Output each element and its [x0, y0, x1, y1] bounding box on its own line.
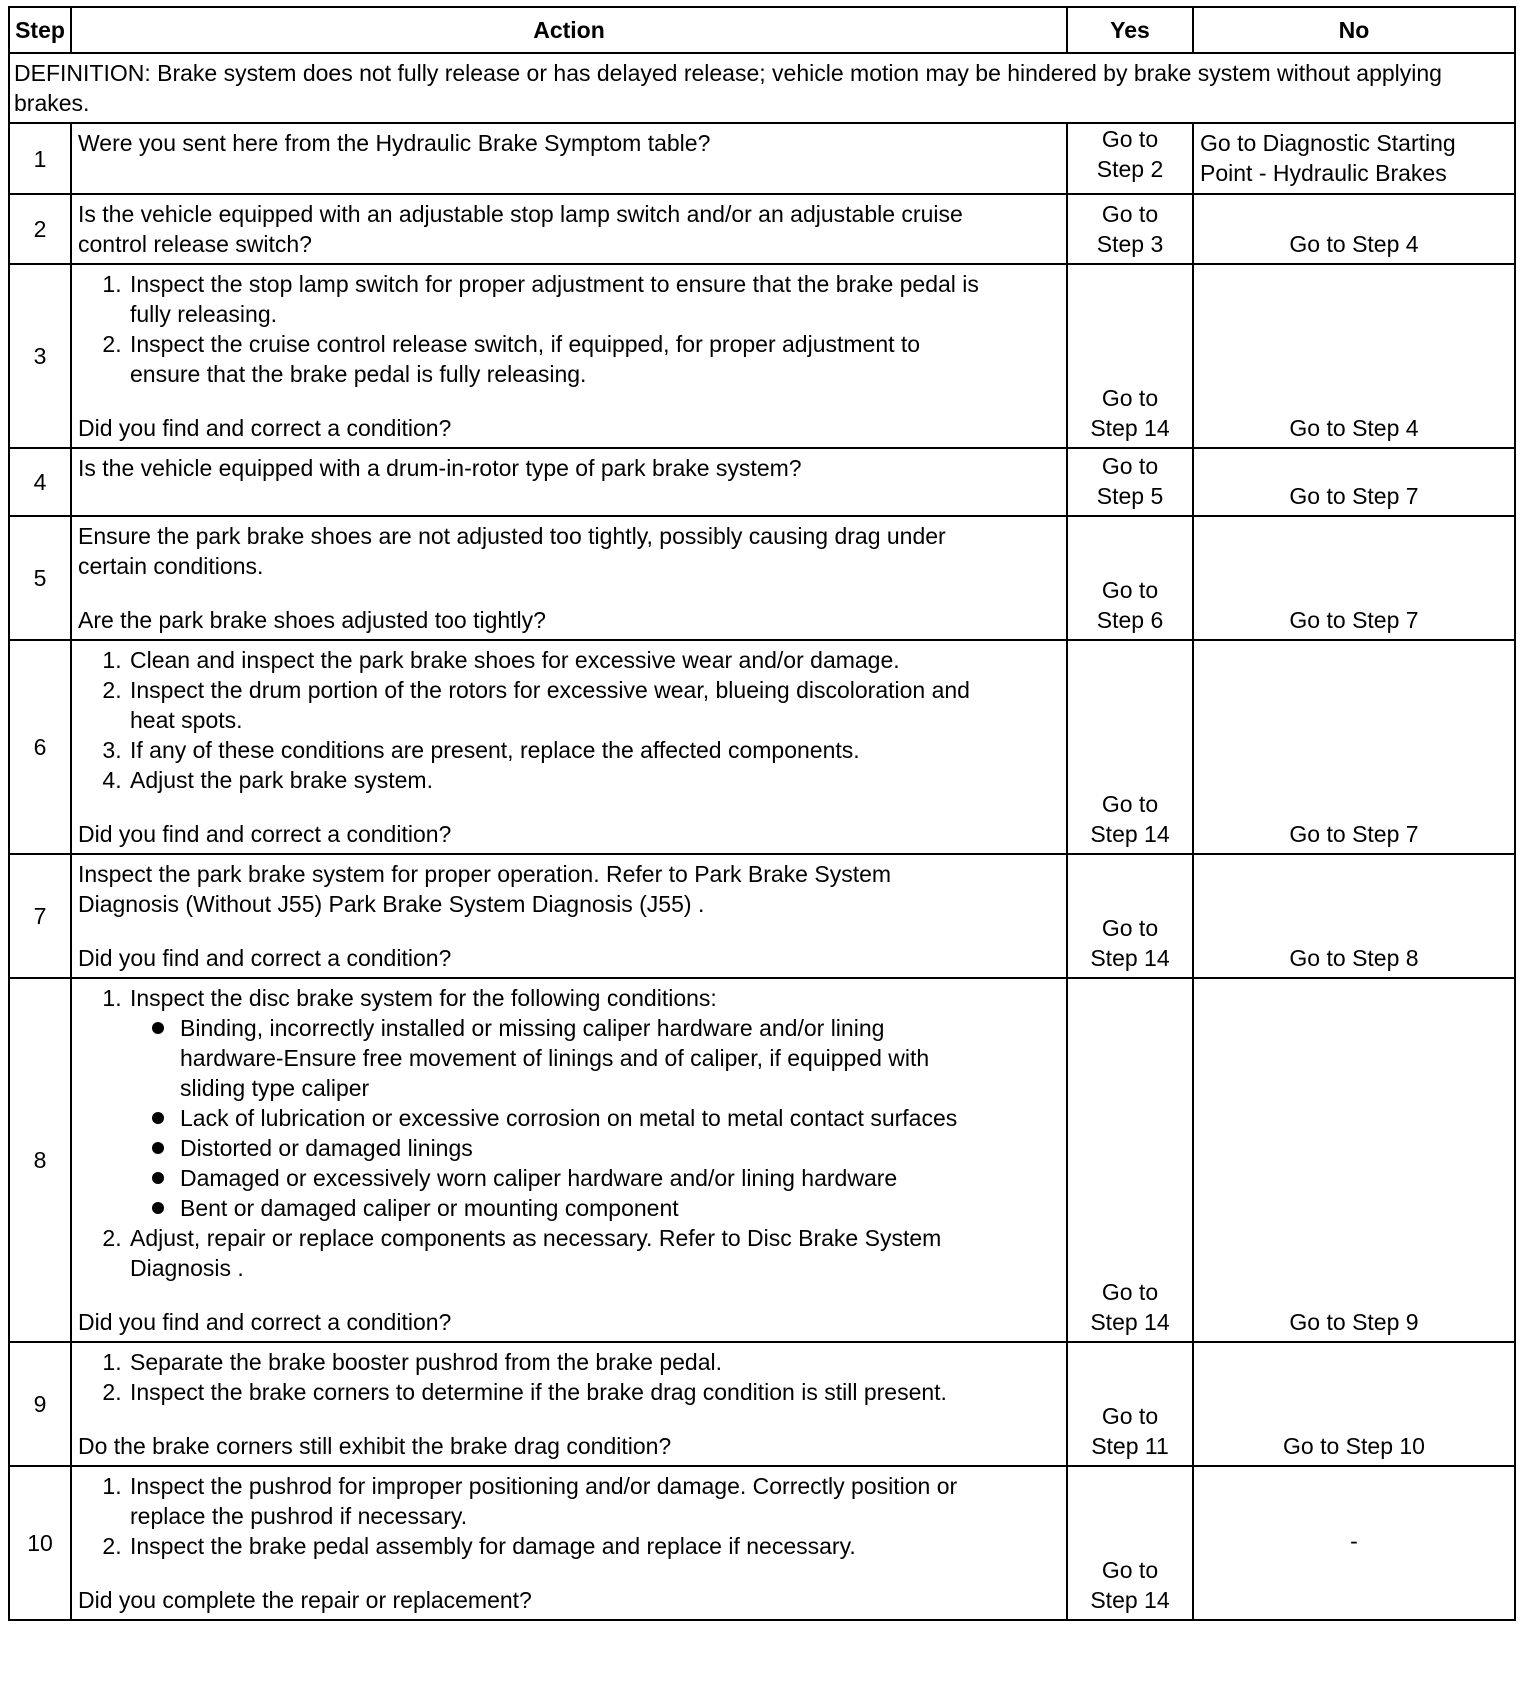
step-number: 5 — [9, 516, 71, 640]
procedure-line: 2. Inspect the drum portion of the rotors for excessive wear, blueing discoloration and — [130, 677, 970, 703]
yes-line: Step 14 — [1090, 415, 1170, 441]
step-number: 6 — [9, 640, 71, 854]
procedure-line: 1. Inspect the stop lamp switch for proper adjustment to ensure that the brake pedal is — [130, 271, 979, 297]
procedure-item — [128, 735, 1060, 765]
procedure-line: Diagnosis . — [130, 1255, 244, 1281]
yes-line: Go to — [1101, 385, 1159, 411]
procedure-item — [128, 645, 1060, 675]
procedure-line: fully releasing. — [130, 301, 278, 327]
procedure-line: heat spots. — [130, 707, 243, 733]
yes-line: Step 6 — [1096, 607, 1164, 633]
procedure-line: 1. Inspect the pushrod for improper positioning and/or damage. Correctly position or — [130, 1473, 958, 1499]
action-cell — [71, 978, 1067, 1342]
header-row — [9, 7, 1515, 53]
yes-cell — [1067, 448, 1193, 516]
yes-line: Step 11 — [1091, 1433, 1169, 1459]
yes-cell — [1067, 1342, 1193, 1466]
step-number: 2 — [9, 194, 71, 264]
procedure-list — [78, 983, 1060, 1283]
no-line: Go to Step 4 — [1289, 231, 1419, 257]
action-cell — [71, 448, 1067, 516]
step-row — [9, 448, 1515, 516]
yes-cell — [1067, 264, 1193, 448]
procedure-item — [128, 983, 1060, 1223]
spacer — [78, 919, 1060, 943]
no-cell — [1193, 854, 1515, 978]
procedure-line: 2. Inspect the brake pedal assembly for damage and replace if necessary. — [130, 1533, 856, 1559]
step-number: 9 — [9, 1342, 71, 1466]
condition-line: Binding, incorrectly installed or missing caliper hardware and/or lining — [180, 1015, 885, 1041]
yes-line: Go to — [1101, 1403, 1159, 1429]
yes-cell — [1067, 123, 1193, 194]
question-text: Did you find and correct a condition? — [78, 415, 452, 441]
action-line: Were you sent here from the Hydraulic Brake Symptom table? — [78, 130, 711, 156]
condition-item — [178, 1013, 1060, 1103]
action-line: Is the vehicle equipped with a drum-in-rotor type of park brake system? — [78, 455, 802, 481]
no-line: Go to Step 7 — [1289, 821, 1419, 847]
yes-line: Go to — [1101, 915, 1159, 941]
yes-line: Go to — [1101, 1279, 1159, 1305]
procedure-item — [128, 765, 1060, 795]
header-step: Step — [9, 7, 71, 53]
yes-line: Go to — [1101, 126, 1159, 152]
action-cell — [71, 1342, 1067, 1466]
procedure-item — [128, 1347, 1060, 1377]
spacer — [78, 1283, 1060, 1307]
procedure-item — [128, 1471, 1060, 1531]
yes-cell — [1067, 516, 1193, 640]
procedure-line: 1. Clean and inspect the park brake shoes for excessive wear and/or damage. — [130, 647, 900, 673]
action-lead — [78, 128, 1060, 158]
step-row — [9, 516, 1515, 640]
no-line: Go to Step 7 — [1289, 483, 1419, 509]
yes-line: Go to — [1101, 453, 1159, 479]
no-line: Go to Step 8 — [1289, 945, 1419, 971]
procedure-item — [128, 329, 1060, 389]
action-cell — [71, 194, 1067, 264]
no-line: Go to Step 7 — [1289, 607, 1419, 633]
yes-line: Step 14 — [1090, 821, 1170, 847]
no-cell — [1193, 640, 1515, 854]
procedure-list — [78, 1471, 1060, 1561]
no-line: Point - Hydraulic Brakes — [1200, 160, 1447, 186]
procedure-item — [128, 1377, 1060, 1407]
action-cell — [71, 854, 1067, 978]
procedure-line: 4. Adjust the park brake system. — [130, 767, 433, 793]
action-line: Diagnosis (Without J55) Park Brake System Diagnosis (J55) . — [78, 891, 705, 917]
step-row — [9, 123, 1515, 194]
procedure-line: replace the pushrod if necessary. — [130, 1503, 468, 1529]
no-cell — [1193, 448, 1515, 516]
question-text: Are the park brake shoes adjusted too tightly? — [78, 607, 546, 633]
definition-text: DEFINITION: Brake system does not fully release or has delayed release; vehicle motion may be hindered by brake system without applying brakes. — [9, 53, 1515, 123]
yes-line: Go to — [1101, 791, 1159, 817]
procedure-list — [78, 1347, 1060, 1407]
action-cell — [71, 640, 1067, 854]
action-line: certain conditions. — [78, 553, 264, 579]
condition-line: sliding type caliper — [180, 1075, 370, 1101]
no-line: Go to Diagnostic Starting — [1200, 130, 1456, 156]
step-row — [9, 854, 1515, 978]
yes-cell — [1067, 194, 1193, 264]
action-cell — [71, 516, 1067, 640]
question-text: Did you find and correct a condition? — [78, 1309, 452, 1335]
yes-line: Step 2 — [1096, 156, 1164, 182]
yes-line: Step 14 — [1090, 945, 1170, 971]
procedure-list — [78, 269, 1060, 389]
condition-list — [130, 1013, 1060, 1223]
header-action: Action — [71, 7, 1067, 53]
header-yes: Yes — [1067, 7, 1193, 53]
yes-cell — [1067, 1466, 1193, 1620]
step-number: 8 — [9, 978, 71, 1342]
procedure-list — [78, 645, 1060, 795]
condition-line: Damaged or excessively worn caliper hardware and/or lining hardware — [180, 1165, 898, 1191]
no-line: Go to Step 9 — [1289, 1309, 1419, 1335]
question-text: Do the brake corners still exhibit the brake drag condition? — [78, 1433, 672, 1459]
yes-line: Step 3 — [1096, 231, 1164, 257]
yes-line: Step 14 — [1090, 1587, 1170, 1613]
header-no: No — [1193, 7, 1515, 53]
condition-item — [178, 1163, 1060, 1193]
action-lead — [78, 453, 1060, 483]
diagnostic-table — [8, 6, 1516, 1621]
step-number: 3 — [9, 264, 71, 448]
step-row — [9, 264, 1515, 448]
action-line: Is the vehicle equipped with an adjustable stop lamp switch and/or an adjustable cruise — [78, 201, 963, 227]
spacer — [78, 795, 1060, 819]
action-cell — [71, 123, 1067, 194]
yes-line: Go to — [1101, 577, 1159, 603]
condition-item — [178, 1193, 1060, 1223]
action-lead — [78, 521, 1060, 581]
action-cell — [71, 264, 1067, 448]
yes-line: Go to — [1101, 201, 1159, 227]
action-line: Inspect the park brake system for proper operation. Refer to Park Brake System — [78, 861, 892, 887]
no-cell — [1193, 264, 1515, 448]
no-line: - — [1350, 1528, 1358, 1554]
no-line: Go to Step 4 — [1289, 415, 1419, 441]
definition-row — [9, 53, 1515, 123]
no-cell — [1193, 194, 1515, 264]
no-cell — [1193, 123, 1515, 194]
condition-item — [178, 1103, 1060, 1133]
action-cell — [71, 1466, 1067, 1620]
yes-cell — [1067, 978, 1193, 1342]
yes-line: Step 5 — [1096, 483, 1164, 509]
question-text: Did you find and correct a condition? — [78, 945, 452, 971]
action-lead — [78, 859, 1060, 919]
step-number: 4 — [9, 448, 71, 516]
no-line: Go to Step 10 — [1283, 1433, 1425, 1459]
procedure-line: 2. Inspect the brake corners to determine if the brake drag condition is still present. — [130, 1379, 947, 1405]
procedure-line: 2. Adjust, repair or replace components as necessary. Refer to Disc Brake System — [130, 1225, 942, 1251]
spacer — [78, 1407, 1060, 1431]
procedure-item — [128, 1223, 1060, 1283]
procedure-item — [128, 1531, 1060, 1561]
yes-cell — [1067, 854, 1193, 978]
condition-item — [178, 1133, 1060, 1163]
condition-line: hardware-Ensure free movement of linings and of caliper, if equipped with — [180, 1045, 930, 1071]
step-number: 1 — [9, 123, 71, 194]
action-line: control release switch? — [78, 231, 312, 257]
procedure-item — [128, 675, 1060, 735]
step-row — [9, 1466, 1515, 1620]
spacer — [78, 389, 1060, 413]
procedure-line: 1. Inspect the disc brake system for the following conditions: — [130, 985, 717, 1011]
spacer — [78, 581, 1060, 605]
question-text: Did you find and correct a condition? — [78, 821, 452, 847]
step-number: 10 — [9, 1466, 71, 1620]
yes-line: Step 14 — [1090, 1309, 1170, 1335]
no-cell — [1193, 1342, 1515, 1466]
procedure-line: ensure that the brake pedal is fully releasing. — [130, 361, 587, 387]
step-row — [9, 978, 1515, 1342]
procedure-line: 1. Separate the brake booster pushrod from the brake pedal. — [130, 1349, 722, 1375]
yes-cell — [1067, 640, 1193, 854]
procedure-item — [128, 269, 1060, 329]
yes-line: Go to — [1101, 1557, 1159, 1583]
step-row — [9, 1342, 1515, 1466]
no-cell — [1193, 516, 1515, 640]
step-row — [9, 640, 1515, 854]
condition-line: Distorted or damaged linings — [180, 1135, 473, 1161]
procedure-line: 3. If any of these conditions are present, replace the affected components. — [130, 737, 860, 763]
spacer — [78, 1561, 1060, 1585]
step-number: 7 — [9, 854, 71, 978]
action-lead — [78, 199, 1060, 259]
step-row — [9, 194, 1515, 264]
condition-line: Bent or damaged caliper or mounting component — [180, 1195, 679, 1221]
question-text: Did you complete the repair or replacement? — [78, 1587, 532, 1613]
no-cell — [1193, 978, 1515, 1342]
condition-line: Lack of lubrication or excessive corrosion on metal to metal contact surfaces — [180, 1105, 958, 1131]
procedure-line: 2. Inspect the cruise control release switch, if equipped, for proper adjustment to — [130, 331, 921, 357]
action-line: Ensure the park brake shoes are not adjusted too tightly, possibly causing drag under — [78, 523, 946, 549]
no-cell — [1193, 1466, 1515, 1620]
